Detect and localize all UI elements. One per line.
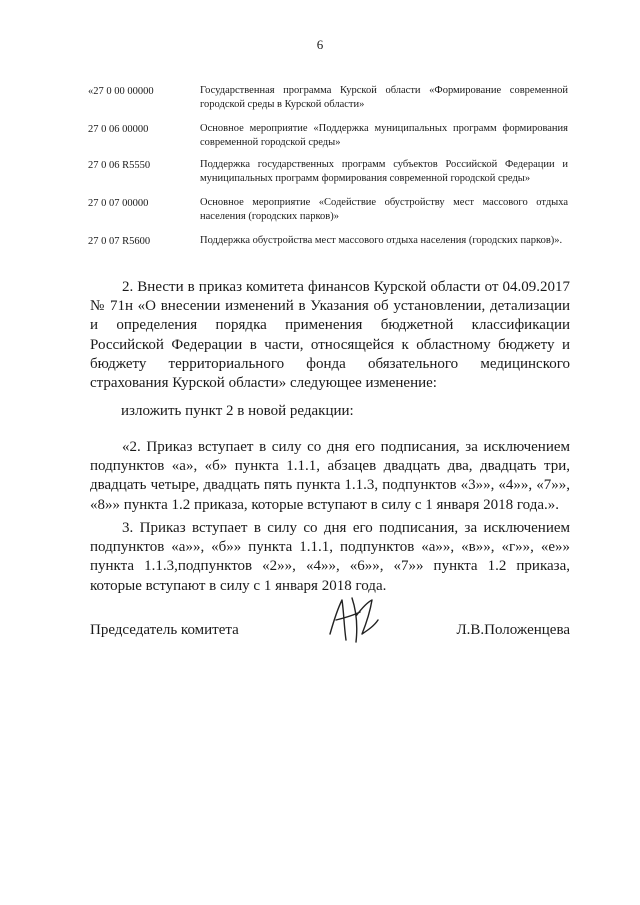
table-row bbox=[88, 196, 568, 234]
signer-name: Л.В.Положенцева bbox=[456, 622, 570, 638]
instruction-line: изложить пункт 2 в новой редакции: bbox=[121, 403, 354, 419]
budget-code: 27 0 07 00000 bbox=[88, 198, 149, 209]
quoted-paragraph bbox=[90, 438, 570, 515]
paragraph-2 bbox=[90, 278, 570, 393]
signature-block bbox=[90, 590, 570, 650]
budget-code-description: Основное мероприятие «Содействие обустройству мест массового отдыха населения (городских парков)» bbox=[200, 197, 568, 222]
budget-code-table bbox=[88, 84, 568, 264]
budget-code: «27 0 00 00000 bbox=[88, 86, 154, 97]
budget-code-description: Основное мероприятие «Поддержка муниципальных программ формирования современной городской среды» bbox=[200, 123, 568, 148]
page-number: 6 bbox=[316, 37, 324, 52]
budget-code-description: Государственная программа Курской области «Формирование современной городской среды в Курской области» bbox=[200, 85, 568, 110]
table-row bbox=[88, 158, 568, 196]
budget-code: 27 0 06 R5550 bbox=[88, 160, 151, 171]
table-row bbox=[88, 84, 568, 122]
paragraph-3 bbox=[90, 519, 570, 596]
table-row bbox=[88, 234, 568, 264]
table-row bbox=[88, 122, 568, 158]
handwritten-signature bbox=[322, 590, 386, 650]
budget-code: 27 0 06 00000 bbox=[88, 124, 149, 135]
signer-title: Председатель комитета bbox=[90, 622, 239, 638]
budget-code: 27 0 07 R5600 bbox=[88, 236, 151, 247]
budget-code-description: Поддержка государственных программ субъектов Российской Федерации и муниципальных программ формирования современной городской среды» bbox=[200, 159, 568, 184]
paragraph-2-text: 2. Внести в приказ комитета финансов Курской области от 04.09.2017 № 71н «О внесении изменений в Указания об установлении, детализации и определения порядка применения бюджетной классификации Российской Федерации в части, относящейся к областному бюджету и бюджету территориального фонда обязательного медицинского страхования Курской области» следующее изменение: bbox=[90, 279, 570, 392]
budget-code-description: Поддержка обустройства мест массового отдыха населения (городских парков)». bbox=[200, 235, 563, 246]
quoted-paragraph-text: «2. Приказ вступает в силу со дня его подписания, за исключением подпунктов «а», «б» пункта 1.1.1, абзацев двадцать два, двадцать три, двадцать четыре, двадцать пять пункта 1.1.3, подпунктов «3»», «4»», «7»», «8»» пункта 1.2 приказа, которые вступают в силу с 1 января 2018 года.». bbox=[90, 439, 570, 513]
paragraph-3-text: 3. Приказ вступает в силу со дня его подписания, за исключением подпунктов «а»», «б»» пункта 1.1.1, подпунктов «а»», «в»», «г»», «е»» пункта 1.1.3,подпунктов «2»», «4»», «6»», «7»» пункта 1.2 приказа, которые вступают в силу с 1 января 2018 года. bbox=[90, 520, 570, 594]
